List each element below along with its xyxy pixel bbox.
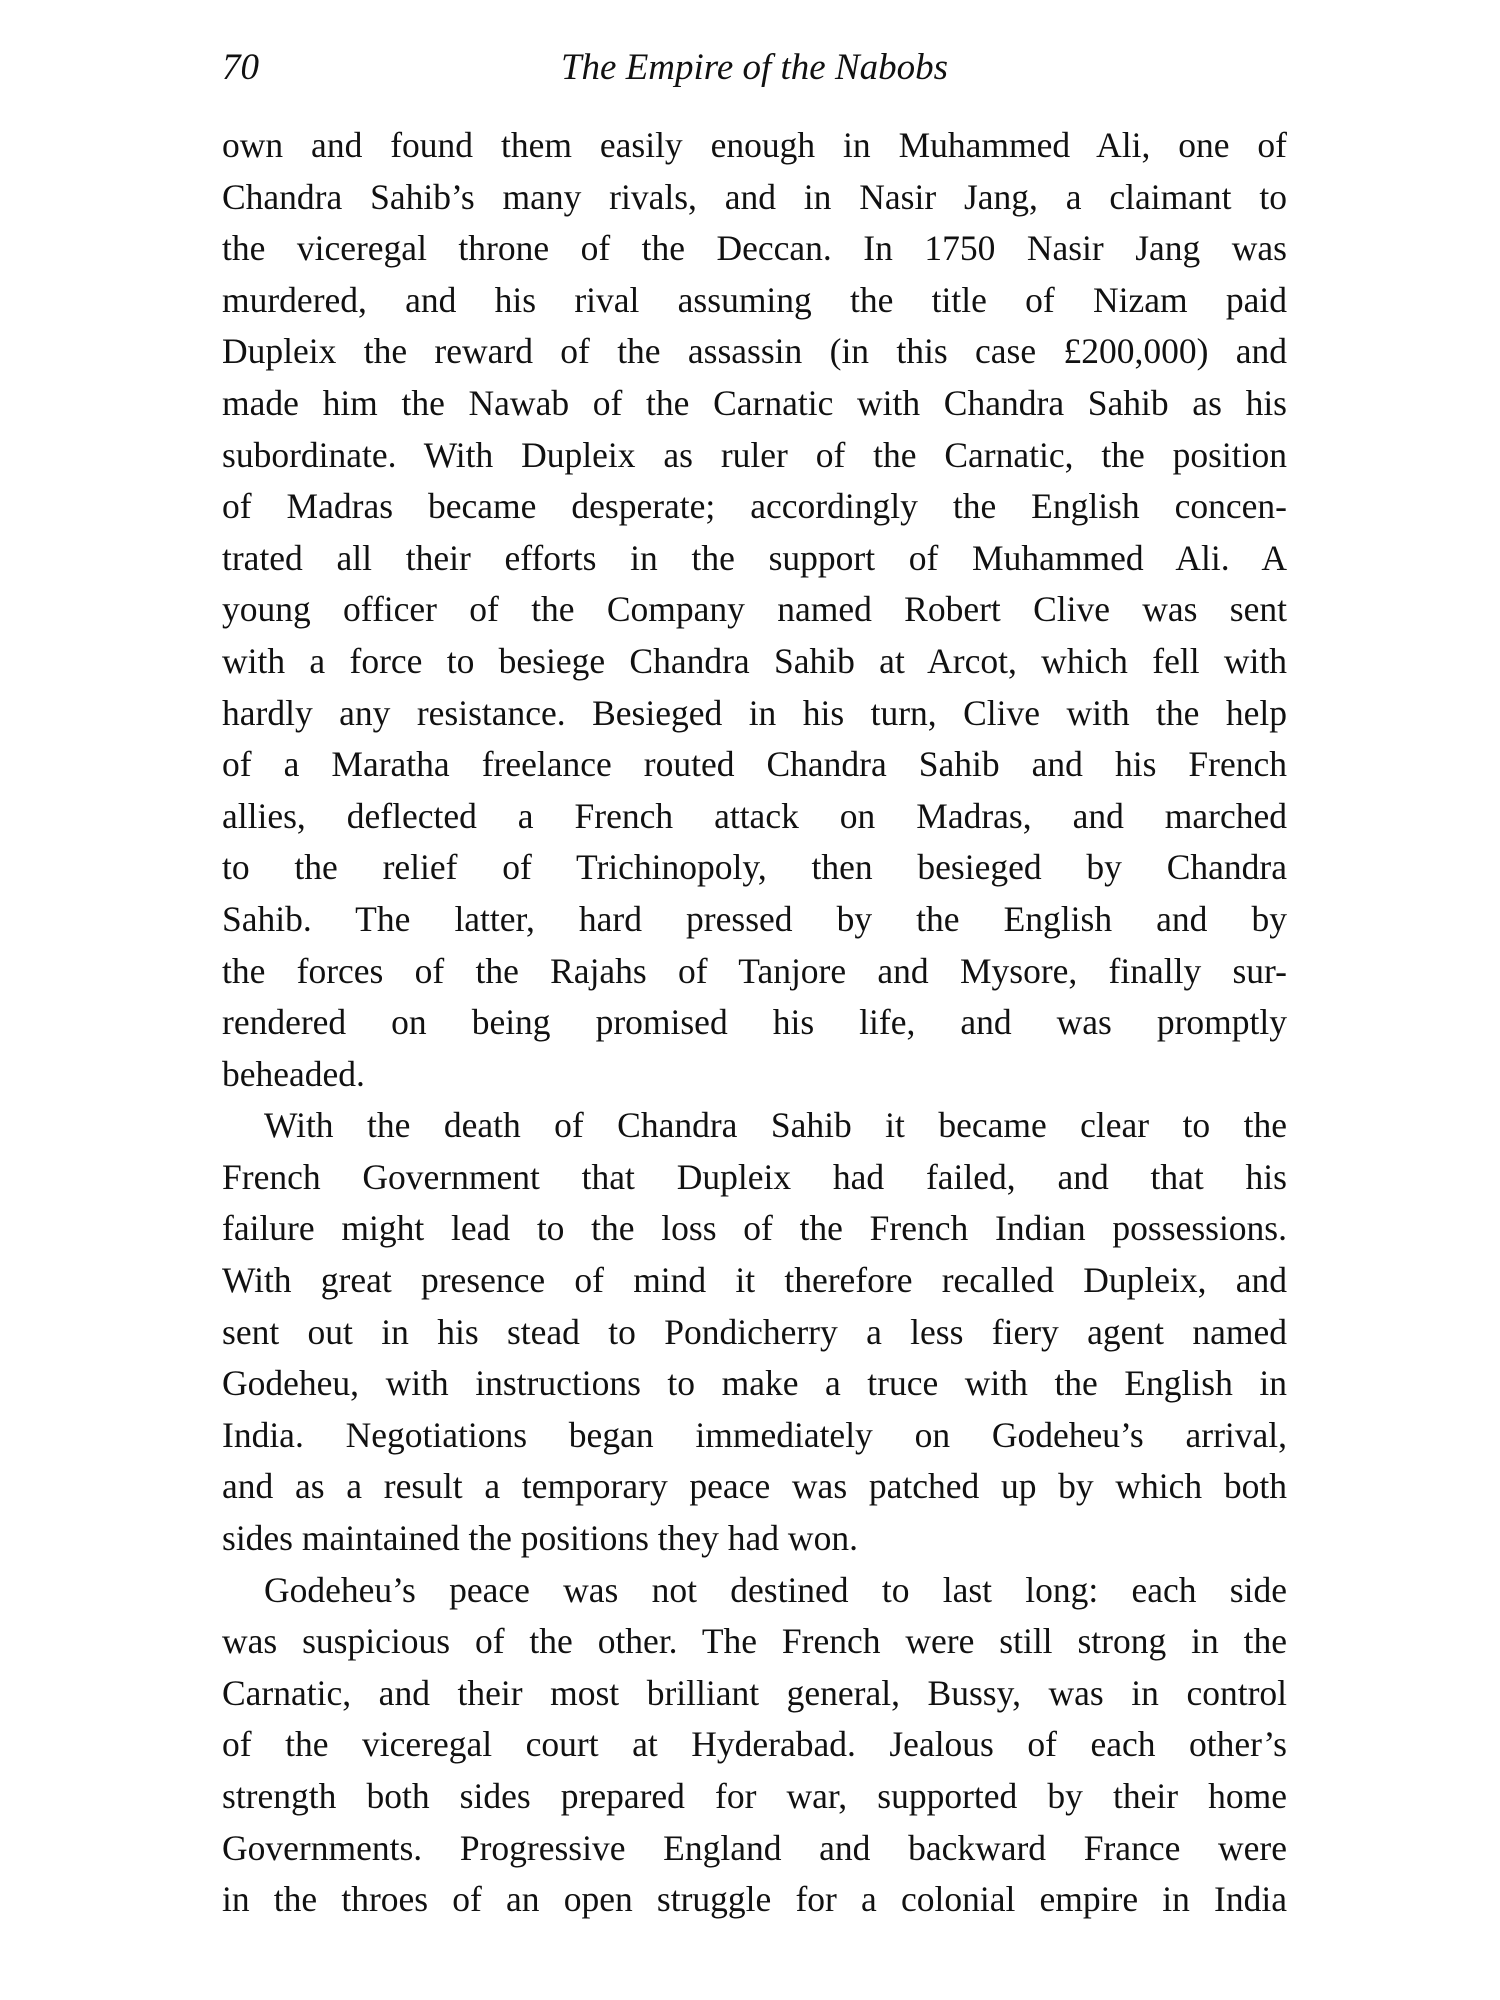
text-line: strength both sides prepared for war, supported by their home	[222, 1776, 1287, 1816]
text-line: in the throes of an open struggle for a colonial empire in India	[222, 1879, 1287, 1920]
text-line: India. Negotiations began immediately on Godeheu’s arrival,	[222, 1414, 1287, 1455]
text-line: Dupleix the reward of the assassin (in this case £200,000) and	[222, 331, 1287, 372]
text-line: to the relief of Trichinopoly, then besieged by Chandra	[222, 847, 1287, 888]
text-line: trated all their efforts in the support of Muhammed Ali. A	[222, 537, 1287, 578]
text-line: and as a result a temporary peace was patched up by which both	[222, 1466, 1287, 1507]
text-line: Carnatic, and their most brilliant general, Bussy, was in control	[222, 1672, 1287, 1713]
text-line: young officer of the Company named Robert Clive was sent	[222, 589, 1287, 630]
text-line: was suspicious of the other. The French were still strong in the	[222, 1621, 1287, 1662]
text-line: of a Maratha freelance routed Chandra Sahib and his French	[222, 744, 1287, 785]
text-line: rendered on being promised his life, and was promptly	[222, 1002, 1287, 1043]
text-line: French Government that Dupleix had failed, and that his	[222, 1156, 1287, 1197]
text-line: allies, deflected a French attack on Madras, and marched	[222, 795, 1287, 836]
paragraph	[222, 1565, 1287, 1926]
text-line: Godeheu, with instructions to make a truce with the English in	[222, 1363, 1287, 1404]
text-line: of the viceregal court at Hyderabad. Jealous of each other’s	[222, 1724, 1287, 1765]
text-line: the viceregal throne of the Deccan. In 1750 Nasir Jang was	[222, 228, 1287, 269]
paragraph	[222, 120, 1287, 1100]
text-line: with a force to besiege Chandra Sahib at Arcot, which fell with	[222, 640, 1287, 681]
running-title: The Empire of the Nabobs	[560, 47, 949, 88]
paragraph	[222, 1100, 1287, 1564]
text-line: own and found them easily enough in Muhammed Ali, one of	[222, 125, 1287, 165]
text-line: Governments. Progressive England and backward France were	[222, 1827, 1287, 1868]
text-line: subordinate. With Dupleix as ruler of the Carnatic, the position	[222, 434, 1287, 475]
text-line: Sahib. The latter, hard pressed by the English and by	[222, 898, 1287, 939]
text-line: With great presence of mind it therefore recalled Dupleix, and	[222, 1260, 1287, 1301]
text-line: failure might lead to the loss of the French Indian possessions.	[222, 1208, 1287, 1249]
text-line: made him the Nawab of the Carnatic with Chandra Sahib as his	[222, 382, 1287, 423]
text-line: beheaded.	[222, 1053, 365, 1094]
page-number: 70	[222, 47, 259, 88]
text-line: sides maintained the positions they had won.	[222, 1518, 858, 1559]
text-line: the forces of the Rajahs of Tanjore and Mysore, finally sur-	[222, 950, 1287, 991]
text-line: Chandra Sahib’s many rivals, and in Nasir Jang, a claimant to	[222, 176, 1287, 217]
text-line: of Madras became desperate; accordingly the English concen-	[222, 486, 1287, 527]
text-line: murdered, and his rival assuming the title of Nizam paid	[222, 279, 1287, 320]
running-head	[222, 38, 1287, 98]
text-line: Godeheu’s peace was not destined to last long: each side	[264, 1569, 1287, 1610]
text-line: sent out in his stead to Pondicherry a less fiery agent named	[222, 1311, 1287, 1352]
text-line: hardly any resistance. Besieged in his turn, Clive with the help	[222, 692, 1287, 733]
body-text	[222, 120, 1287, 1926]
text-line: With the death of Chandra Sahib it became clear to the	[264, 1105, 1287, 1146]
